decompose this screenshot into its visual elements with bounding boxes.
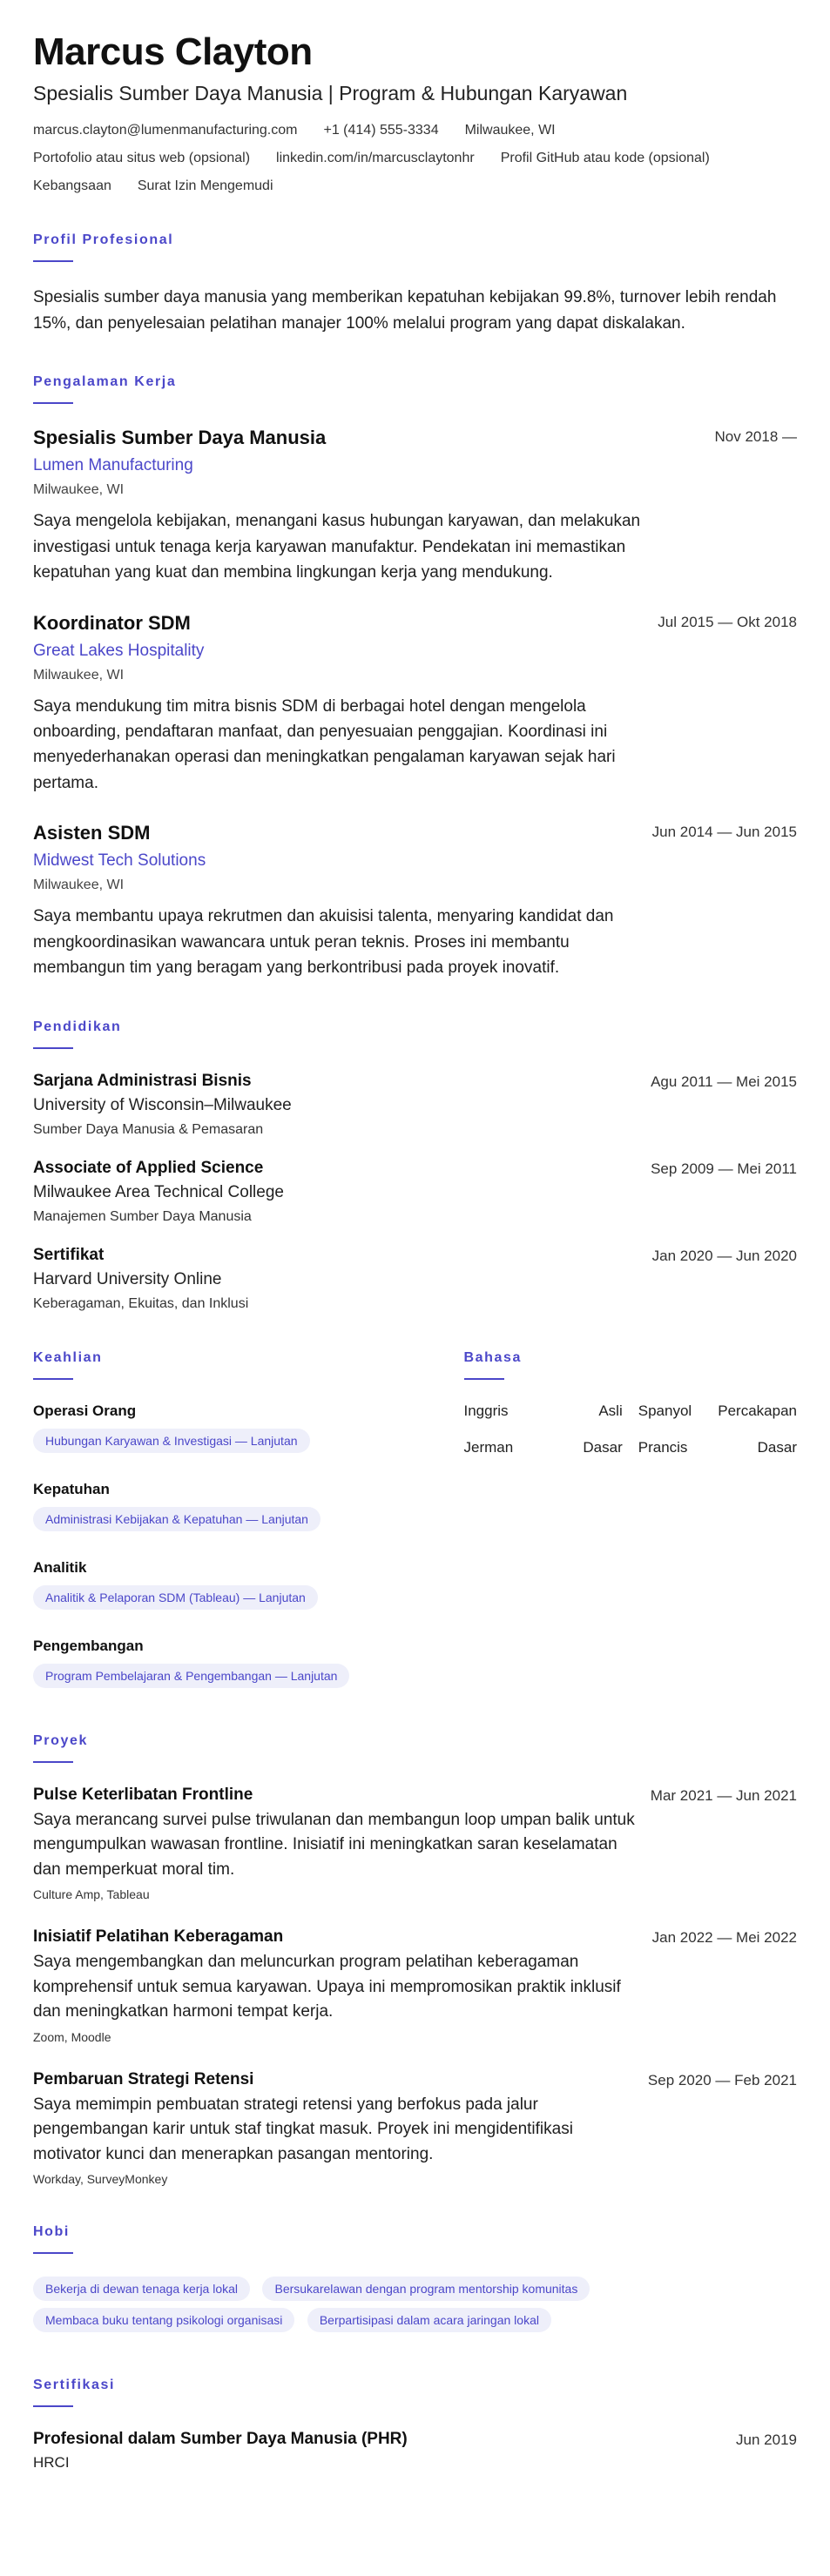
company-name[interactable]: Midwest Tech Solutions — [33, 851, 206, 871]
education-section — [33, 1019, 797, 1312]
project-date: Jan 2022 — Mei 2022 — [651, 1929, 797, 1947]
language-item — [464, 1402, 623, 1420]
language-level: Percakapan — [718, 1402, 797, 1419]
job-title: Asisten SDM — [33, 822, 151, 844]
job-description: Saya mendukung tim mitra bisnis SDM di berbagai hotel dengan mengelola onboarding, pendaftaran manfaat, dan penyesuaian penggajian. Koordinasi ini menyederhanakan operasi dan meningkatkan pengalaman karyawan sejak hari pertama. — [33, 696, 616, 792]
contact-phone[interactable]: +1 (414) 555-3334 — [323, 123, 439, 138]
section-divider — [33, 1378, 73, 1380]
field-of-study: Keberagaman, Ekuitas, dan Inklusi — [33, 1295, 249, 1311]
contact-location: Milwaukee, WI — [464, 123, 556, 138]
section-divider — [33, 1047, 73, 1049]
hobbies-section — [33, 2224, 797, 2339]
school-name: Harvard University Online — [33, 1269, 222, 1288]
skills-languages-section — [33, 1350, 797, 1695]
section-divider — [464, 1378, 504, 1380]
experience-entry — [33, 427, 797, 585]
section-title: Keahlian — [33, 1349, 103, 1365]
language-level: Dasar — [757, 1438, 797, 1456]
languages-column — [464, 1350, 798, 1695]
contact-nationality: Kebangsaan — [33, 178, 111, 194]
skill-group — [33, 1638, 367, 1695]
skill-group — [33, 1559, 367, 1617]
language-item — [464, 1439, 623, 1456]
contact-linkedin[interactable]: linkedin.com/in/marcusclaytonhr — [276, 151, 475, 166]
language-list — [464, 1402, 798, 1456]
project-name: Pembaruan Strategi Retensi — [33, 2069, 254, 2088]
skill-tag: Administrasi Kebijakan & Kepatuhan — Lanjutan — [33, 1507, 321, 1531]
certification-entry — [33, 2430, 797, 2472]
experience-section — [33, 374, 797, 980]
skill-category: Analitik — [33, 1558, 87, 1576]
skills-column — [33, 1350, 367, 1695]
summary-section — [33, 232, 797, 336]
certification-date: Jun 2019 — [736, 2431, 797, 2449]
project-name: Inisiatif Pelatihan Keberagaman — [33, 1927, 284, 1947]
section-title: Profil Profesional — [33, 232, 174, 248]
certification-name: Profesional dalam Sumber Daya Manusia (PHR) — [33, 2430, 408, 2449]
school-name: University of Wisconsin–Milwaukee — [33, 1095, 292, 1114]
language-level: Dasar — [583, 1438, 623, 1456]
section-divider — [33, 2405, 73, 2407]
experience-entry — [33, 822, 797, 980]
project-tools: Workday, SurveyMonkey — [33, 2172, 168, 2187]
section-title: Hobi — [33, 2224, 70, 2240]
hobby-tag: Bersukarelawan dengan program mentorship komunitas — [262, 2277, 590, 2301]
contact-github[interactable]: Profil GitHub atau kode (opsional) — [500, 151, 710, 166]
summary-text: Spesialis sumber daya manusia yang memberikan kepatuhan kebijakan 99.8%, turnover lebih rendah 15%, dan penyelesaian pelatihan manajer 100% melalui program yang dapat diskalakan. — [33, 288, 777, 333]
language-level: Asli — [598, 1402, 623, 1419]
skill-tag: Analitik & Pelaporan SDM (Tableau) — Lanjutan — [33, 1585, 318, 1610]
project-description: Saya merancang survei pulse triwulanan dan membangun loop umpan balik untuk mengumpulkan wawasan frontline. Inisiatif ini meningkatkan saran keselamatan dan memperkuat moral tim. — [33, 1810, 635, 1879]
project-entry — [33, 1786, 797, 1902]
education-entry — [33, 1072, 797, 1138]
certifications-section — [33, 2378, 797, 2472]
section-divider — [33, 1761, 73, 1763]
degree-name: Associate of Applied Science — [33, 1158, 264, 1177]
education-entry — [33, 1159, 797, 1225]
skill-group — [33, 1481, 367, 1538]
projects-section — [33, 1733, 797, 2187]
field-of-study: Sumber Daya Manusia & Pemasaran — [33, 1121, 264, 1137]
contact-drivers-license: Surat Izin Mengemudi — [137, 178, 273, 194]
section-title: Proyek — [33, 1732, 88, 1748]
language-name: Inggris — [463, 1402, 509, 1419]
hobby-tag-list — [33, 2277, 730, 2339]
job-title: Spesialis Sumber Daya Manusia — [33, 427, 327, 449]
skill-tag: Hubungan Karyawan & Investigasi — Lanjutan — [33, 1429, 310, 1453]
hobby-tag: Bekerja di dewan tenaga kerja lokal — [33, 2277, 250, 2301]
skill-category: Pengembangan — [33, 1637, 144, 1654]
language-name: Spanyol — [638, 1402, 692, 1419]
section-title: Bahasa — [463, 1349, 523, 1365]
section-divider — [33, 260, 73, 262]
certification-issuer: HRCI — [33, 2454, 70, 2472]
section-divider — [33, 2252, 73, 2254]
education-entry — [33, 1246, 797, 1312]
field-of-study: Manajemen Sumber Daya Manusia — [33, 1208, 252, 1224]
project-tools: Zoom, Moodle — [33, 2029, 111, 2044]
skill-category: Kepatuhan — [33, 1480, 110, 1497]
degree-name: Sarjana Administrasi Bisnis — [33, 1071, 252, 1090]
hobby-tag: Membaca buku tentang psikologi organisasi — [33, 2308, 294, 2332]
section-title: Pengalaman Kerja — [33, 374, 177, 390]
company-name[interactable]: Lumen Manufacturing — [33, 456, 193, 475]
education-date: Agu 2011 — Mei 2015 — [651, 1073, 797, 1090]
project-entry — [33, 2070, 797, 2187]
hobby-tag: Berpartisipasi dalam acara jaringan lokal — [307, 2308, 551, 2332]
education-date: Jan 2020 — Jun 2020 — [651, 1247, 797, 1264]
degree-name: Sertifikat — [33, 1245, 105, 1264]
language-name: Jerman — [463, 1438, 514, 1456]
language-name: Prancis — [638, 1438, 688, 1456]
language-item — [638, 1439, 797, 1456]
resume-header — [33, 31, 797, 194]
job-location: Milwaukee, WI — [33, 482, 125, 498]
school-name: Milwaukee Area Technical College — [33, 1182, 284, 1201]
job-date: Jun 2014 — Jun 2015 — [651, 824, 797, 841]
job-date: Nov 2018 — — [714, 428, 797, 446]
skill-tag: Program Pembelajaran & Pengembangan — Lanjutan — [33, 1664, 349, 1688]
section-divider — [33, 402, 73, 404]
job-location: Milwaukee, WI — [33, 667, 125, 683]
job-description: Saya mengelola kebijakan, menangani kasus hubungan karyawan, dan melakukan investigasi untuk tenaga kerja karyawan manufaktur. Pendekatan ini memastikan kepatuhan yang kuat dan membina lingkungan kerja yang mendukung. — [33, 512, 641, 582]
skill-category: Operasi Orang — [33, 1402, 137, 1419]
contact-email[interactable]: marcus.clayton@lumenmanufacturing.com — [33, 123, 298, 138]
language-item — [638, 1402, 797, 1420]
project-description: Saya mengembangkan dan meluncurkan program pelatihan keberagaman komprehensif untuk semua karyawan. Upaya ini mempromosikan praktik inklusif dan meningkatkan harmoni tempat kerja. — [33, 1953, 621, 2021]
job-description: Saya membantu upaya rekrutmen dan akuisisi talenta, menyaring kandidat dan mengkoordinasikan wawancara untuk peran teknis. Proses ini membantu membangun tim yang beragam yang berkontribusi pada proyek inovatif. — [33, 907, 614, 978]
job-date: Jul 2015 — Okt 2018 — [658, 613, 797, 630]
project-description: Saya memimpin pembuatan strategi retensi yang berfokus pada jalur pengembangan karir untuk staf tingkat masuk. Proyek ini mengidentifikasi motivator kunci dan menerapkan pasangan mentoring. — [33, 2095, 573, 2163]
project-entry — [33, 1927, 797, 2044]
candidate-headline: Spesialis Sumber Daya Manusia | Program & Hubungan Karyawan — [33, 82, 628, 105]
job-title: Koordinator SDM — [33, 611, 191, 634]
education-date: Sep 2009 — Mei 2011 — [651, 1160, 797, 1177]
project-date: Mar 2021 — Jun 2021 — [650, 1786, 797, 1804]
company-name[interactable]: Great Lakes Hospitality — [33, 641, 205, 660]
section-title: Sertifikasi — [33, 2378, 116, 2393]
job-location: Milwaukee, WI — [33, 878, 125, 893]
candidate-name: Marcus Clayton — [33, 30, 313, 73]
section-title: Pendidikan — [33, 1019, 122, 1034]
contact-portfolio[interactable]: Portofolio atau situs web (opsional) — [33, 151, 251, 166]
contact-list — [33, 123, 797, 194]
experience-entry — [33, 612, 797, 797]
project-name: Pulse Keterlibatan Frontline — [33, 1785, 253, 1804]
project-date: Sep 2020 — Feb 2021 — [647, 2071, 797, 2088]
project-tools: Culture Amp, Tableau — [33, 1887, 150, 1902]
skill-group — [33, 1402, 367, 1460]
